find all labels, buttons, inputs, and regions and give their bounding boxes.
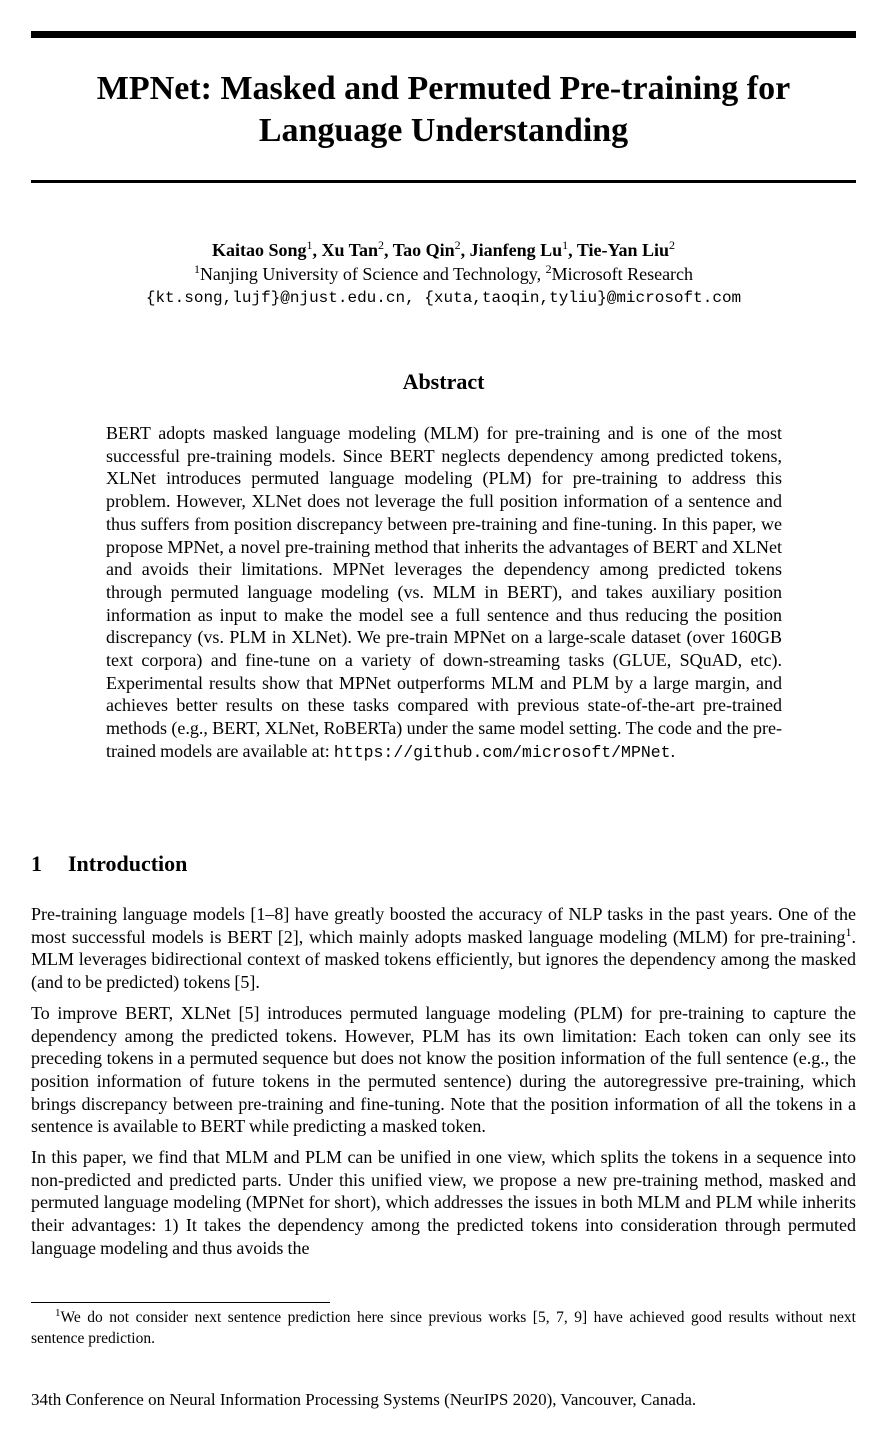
author-emails: {kt.song,lujf}@njust.edu.cn, {xuta,taoqin,tyliu}@microsoft.com (145, 289, 742, 307)
paragraph-text: . MLM leverages bidirectional context of masked tokens efficiently, but ignores the dependency among the masked (and to be predicted) tokens [5]. (31, 926, 856, 993)
section-title: Introduction (68, 851, 188, 876)
author-name: Tie-Yan Liu (576, 240, 670, 260)
footnote-text: We do not consider next sentence prediction here since previous works [5, 7, 9] have achieved good results without next sentence prediction. (31, 1309, 856, 1347)
author-name: Tao Qin (392, 240, 455, 260)
paragraph (31, 903, 856, 994)
title-top-rule (31, 31, 856, 38)
affiliation-mark: 1 (193, 262, 200, 276)
author-affiliation-mark: 2 (454, 238, 461, 252)
paragraph-text: Pre-training language models [1–8] have greatly boosted the accuracy of NLP tasks in the past years. One of the most successful models is BERT [2], which mainly adopts masked language modeling (MLM) for pre-training (31, 904, 856, 947)
code-url-link[interactable]: https://github.com/microsoft/MPNet (333, 742, 671, 762)
abstract-heading: Abstract (402, 369, 485, 394)
author-affiliation-mark: 2 (378, 238, 385, 252)
abstract-text (106, 422, 782, 765)
footnote-mark: 1 (55, 1306, 61, 1319)
title-bottom-rule (31, 180, 856, 183)
author-name: Xu Tan (321, 240, 379, 260)
title-line-2: Language Understanding (258, 112, 629, 149)
venue-footer: 34th Conference on Neural Information Processing Systems (NeurIPS 2020), Vancouver, Canada. (31, 1390, 697, 1409)
section-heading-introduction (31, 850, 856, 878)
author-name: Kaitao Song (211, 240, 307, 260)
abstract-body: BERT adopts masked language modeling (MLM) for pre-training and is one of the most successful pre-training models. Since BERT neglects dependency among predicted tokens, XLNet introduces permuted language modeling (PLM) for pre-training to address this problem. However, XLNet does not leverage the full position information of a sentence and thus suffers from position discrepancy between pre-training and fine-tuning. In this paper, we propose MPNet, a novel pre-training method that inherits the advantages of BERT and XLNet and avoids their limitations. MPNet leverages the dependency among predicted tokens through permuted language modeling (vs. MLM in BERT), and takes auxiliary position information as input to make the model see a full sentence and thus reducing the position discrepancy (vs. PLM in XLNet). We pre-train MPNet on a large-scale dataset (over 160GB text corpora) and fine-tune on a variety of down-streaming tasks (GLUE, SQuAD, etc). Experimental results show that MPNet outperforms MLM and PLM by a large margin, and achieves better results on these tasks compared with previous state-of-the-art pre-trained methods (e.g., BERT, XLNet, RoBERTa) under the same model setting. The code and the pre-trained models are available at: (106, 423, 782, 761)
author-block (31, 238, 856, 310)
author-affiliation-mark: 2 (669, 238, 676, 252)
author-name: Jianfeng Lu (469, 240, 563, 260)
abstract-end: . (670, 740, 676, 761)
footnote-rule (31, 1302, 330, 1303)
footnote (31, 1307, 856, 1349)
author-affiliation-mark: 1 (306, 238, 313, 252)
affiliations (31, 262, 856, 286)
author-names: Kaitao Song$^1$, Xu Tan$^2$, Tao Qin$^2$, Jianfeng Lu$^1$, Tie-Yan Liu$^2$ (211, 238, 676, 260)
paper-title (31, 68, 856, 152)
introduction-body (31, 903, 856, 1268)
footnote-reference[interactable]: 1 (845, 924, 852, 939)
affiliation-mark: 2 (545, 262, 552, 276)
author-affiliation-mark: 1 (562, 238, 569, 252)
paragraph: In this paper, we find that MLM and PLM can be unified in one view, which splits the tokens in a sequence into non-predicted and predicted parts. Under this unified view, we propose a new pre-training method, masked and permuted language modeling (MPNet for short), which addresses the issues in both MLM and PLM while inherits their advantages: 1) It takes the dependency among the predicted tokens into consideration through permuted language modeling and thus avoids the (31, 1147, 856, 1258)
title-line-1: MPNet: Masked and Permuted Pre-training for (96, 70, 791, 107)
affiliation-nust: Nanjing University of Science and Technology, (199, 264, 546, 284)
affiliation-msr: Microsoft Research (551, 264, 694, 284)
section-number: 1 (31, 851, 42, 876)
paragraph: To improve BERT, XLNet [5] introduces permuted language modeling (PLM) for pre-training to capture the dependency among the predicted tokens. However, PLM has its own limitation: Each token can only see its preceding tokens in a permuted sequence but does not know the position information of the full sentence (e.g., the position information of future tokens in the permuted sentence) during the autoregressive pre-training, which brings discrepancy between pre-training and fine-tuning. Note that the position information of all the tokens in a sentence is available to BERT while predicting a masked token. (31, 1002, 856, 1137)
